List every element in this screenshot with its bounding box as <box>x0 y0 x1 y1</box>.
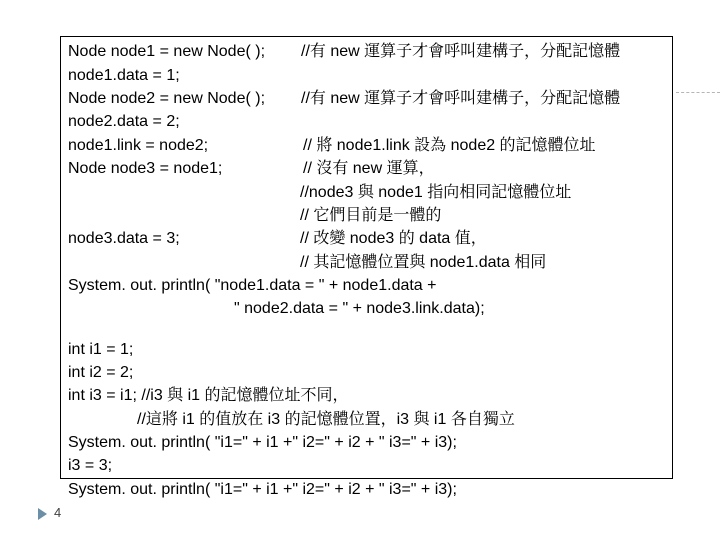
comment-line-3: //有 new 運算子才會呼叫建構子，分配記憶體 <box>301 90 621 107</box>
code-line-5: node1.link = node2; <box>68 137 209 154</box>
code-line-18: i3 = 3; <box>68 457 113 474</box>
comment-line-5: // 將 node1.link 設為 node2 的記憶體位址 <box>303 137 596 154</box>
code-line-11: System. out. println( "node1.data = " + node1.data + <box>68 277 437 294</box>
page-marker-arrow-icon <box>38 508 47 520</box>
code-line-12: " node2.data = " + node3.link.data); <box>234 300 485 317</box>
code-line-15: int i3 = i1; //i3 與 i1 的記憶體位址不同， <box>68 387 349 404</box>
comment-line-9: // 改變 node3 的 data 值， <box>300 230 487 247</box>
code-line-14: int i2 = 2; <box>68 364 134 381</box>
code-line-16: //這將 i1 的值放在 i3 的記憶體位置，i3 與 i1 各自獨立 <box>137 411 515 428</box>
code-line-6: Node node3 = node1; <box>68 160 223 177</box>
comment-line-1: //有 new 運算子才會呼叫建構子，分配記憶體 <box>301 43 621 60</box>
code-line-1: Node node1 = new Node( ); <box>68 43 266 60</box>
comment-line-7: //node3 與 node1 指向相同記憶體位址 <box>300 184 572 201</box>
comment-line-6: // 沒有 new 運算， <box>303 160 435 177</box>
code-line-4: node2.data = 2; <box>68 113 180 130</box>
code-line-13: int i1 = 1; <box>68 341 134 358</box>
comment-line-10: // 其記憶體位置與 node1.data 相同 <box>300 254 547 271</box>
code-line-19: System. out. println( "i1=" + i1 +" i2=" + i2 + " i3=" + i3); <box>68 481 457 498</box>
code-line-17: System. out. println( "i1=" + i1 +" i2=" + i2 + " i3=" + i3); <box>68 434 457 451</box>
comment-line-8: // 它們目前是一體的 <box>300 207 442 224</box>
page-number: 4 <box>54 505 62 520</box>
code-line-2: node1.data = 1; <box>68 67 180 84</box>
code-line-3: Node node2 = new Node( ); <box>68 90 266 107</box>
decorative-divider <box>676 92 720 93</box>
code-line-9: node3.data = 3; <box>68 230 180 247</box>
